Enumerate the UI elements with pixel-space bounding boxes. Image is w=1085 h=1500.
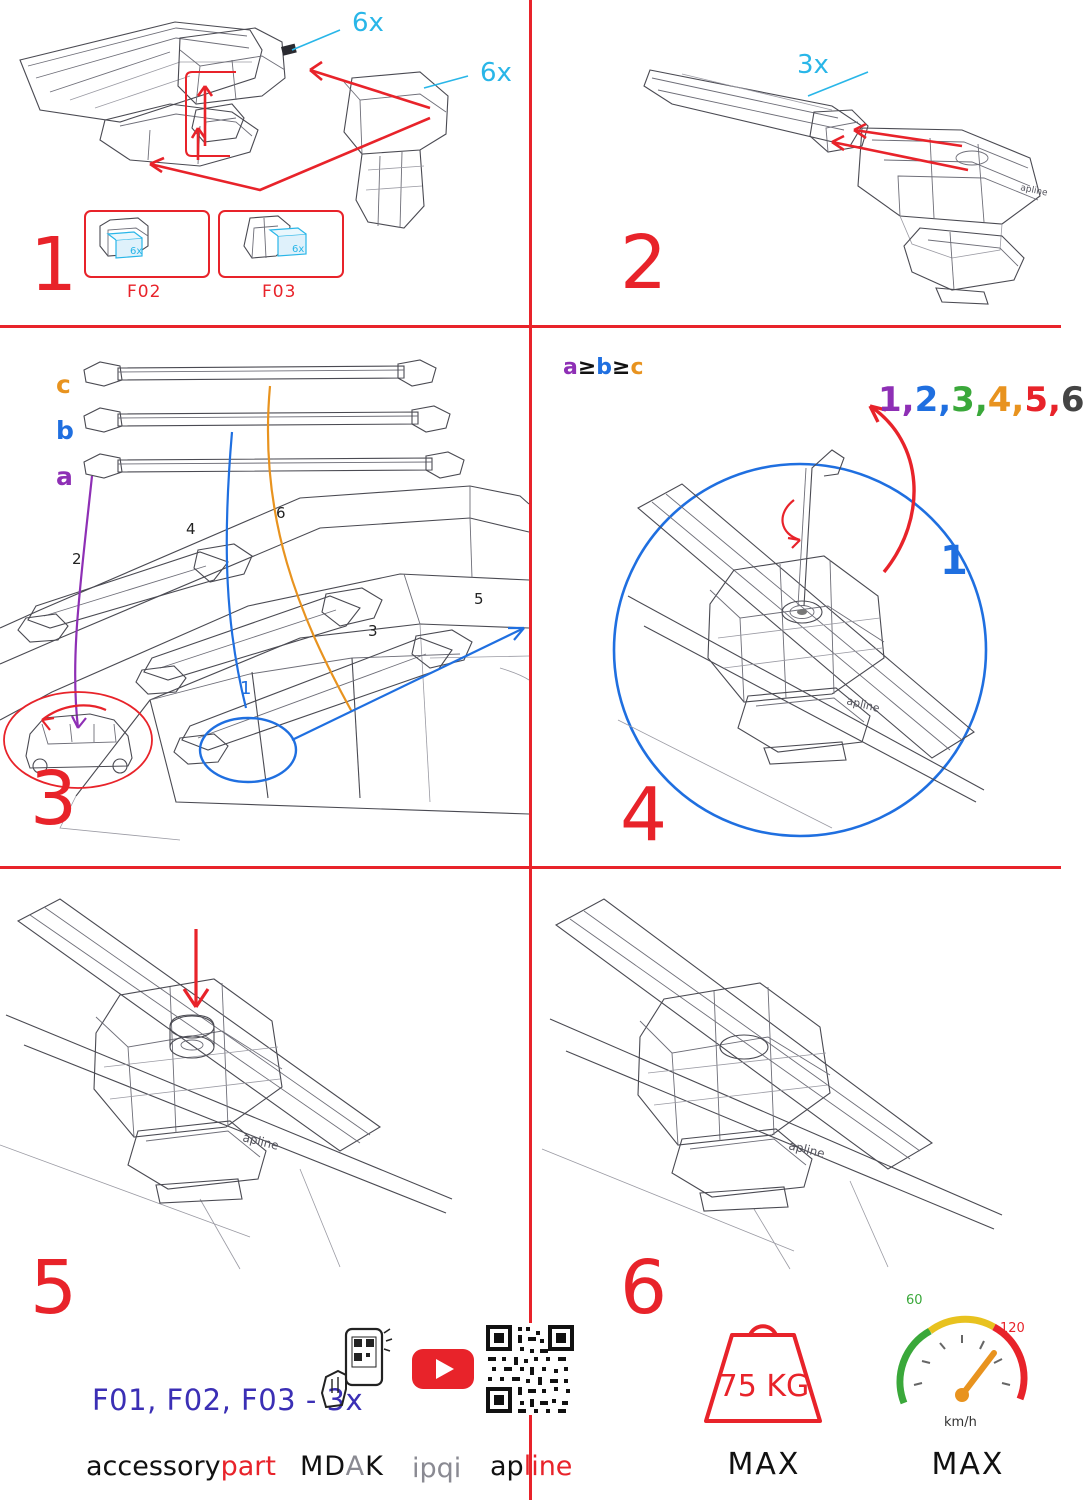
step-number-1: 1 <box>30 222 76 308</box>
step-number-3: 3 <box>30 756 76 842</box>
logo-apline-part1: ap <box>490 1451 524 1482</box>
logo-mdak-part1: MD <box>300 1451 346 1482</box>
position-number-4: 4 <box>186 520 196 538</box>
kit-box-f03 <box>218 210 344 278</box>
logo-apline-part2: line <box>523 1451 573 1482</box>
logo-accessorypart-part2: part <box>220 1451 276 1482</box>
svg-text:apline: apline <box>241 1130 281 1153</box>
kit-box-f02 <box>84 210 210 278</box>
max-speed-label: MAX <box>931 1447 1005 1482</box>
bar-label-b: b <box>56 416 74 445</box>
svg-text:6x: 6x <box>292 244 305 255</box>
kit-label-f02: F02 <box>127 282 162 302</box>
step-1-panel <box>0 0 529 325</box>
logo-mdak <box>300 1451 384 1482</box>
bar-label-a: a <box>56 462 73 491</box>
step-2-illustration <box>532 0 1061 325</box>
step-6-panel <box>532 869 1061 1500</box>
phone-scan-icon <box>320 1327 392 1413</box>
quantity-label-2a: 3x <box>797 50 829 80</box>
parts-list-label: F01, F02, F03 - 3x <box>92 1383 364 1417</box>
step-3-illustration <box>0 328 529 866</box>
bar-label-c: c <box>56 370 71 399</box>
step-number-6: 6 <box>620 1245 666 1331</box>
step-3-panel <box>0 328 529 866</box>
logo-accessorypart <box>86 1451 276 1482</box>
kit-f03-illustration <box>220 212 338 272</box>
position-number-2: 2 <box>72 550 82 568</box>
svg-text:apline: apline <box>845 694 881 716</box>
step-number-2: 2 <box>620 220 666 306</box>
max-speed-icon <box>890 1299 1038 1429</box>
speed-unit-label: km/h <box>944 1415 977 1430</box>
position-number-3: 3 <box>368 622 378 640</box>
position-number-6: 6 <box>276 504 286 522</box>
step-6-illustration <box>532 869 1061 1269</box>
youtube-icon[interactable] <box>412 1347 474 1391</box>
step-number-5: 5 <box>30 1245 76 1331</box>
tightening-sequence: 1,2,3,4,5,6 <box>878 380 1085 420</box>
svg-text:apline: apline <box>787 1138 827 1161</box>
logo-mdak-part2: A <box>345 1451 366 1482</box>
logo-ipqi: ipqi <box>412 1453 462 1484</box>
step-number-4: 4 <box>620 772 666 858</box>
bar-length-rule: a≥b≥c <box>563 355 644 380</box>
position-number-5: 5 <box>474 590 484 608</box>
logo-accessorypart-part1: accessory <box>86 1451 221 1482</box>
speed-tick-60: 60 <box>906 1293 923 1308</box>
position-number-1: 1 <box>240 678 252 699</box>
quantity-label-1b: 6x <box>480 58 512 88</box>
max-weight-value: 75 KG <box>718 1369 810 1404</box>
svg-text:apline: apline <box>1019 183 1049 199</box>
svg-text:6x: 6x <box>130 246 143 257</box>
step-2-panel <box>532 0 1061 325</box>
step-5-panel <box>0 869 573 1500</box>
quantity-label-1a: 6x <box>352 8 384 38</box>
speed-tick-120: 120 <box>1000 1321 1025 1336</box>
logo-mdak-part3: K <box>365 1451 384 1482</box>
step-4-panel <box>532 328 1085 866</box>
max-weight-label: MAX <box>727 1447 801 1482</box>
kit-f02-illustration <box>86 212 204 272</box>
kit-label-f03: F03 <box>262 282 297 302</box>
step-5-illustration <box>0 869 529 1269</box>
step-4-callout-1: 1 <box>940 538 968 584</box>
